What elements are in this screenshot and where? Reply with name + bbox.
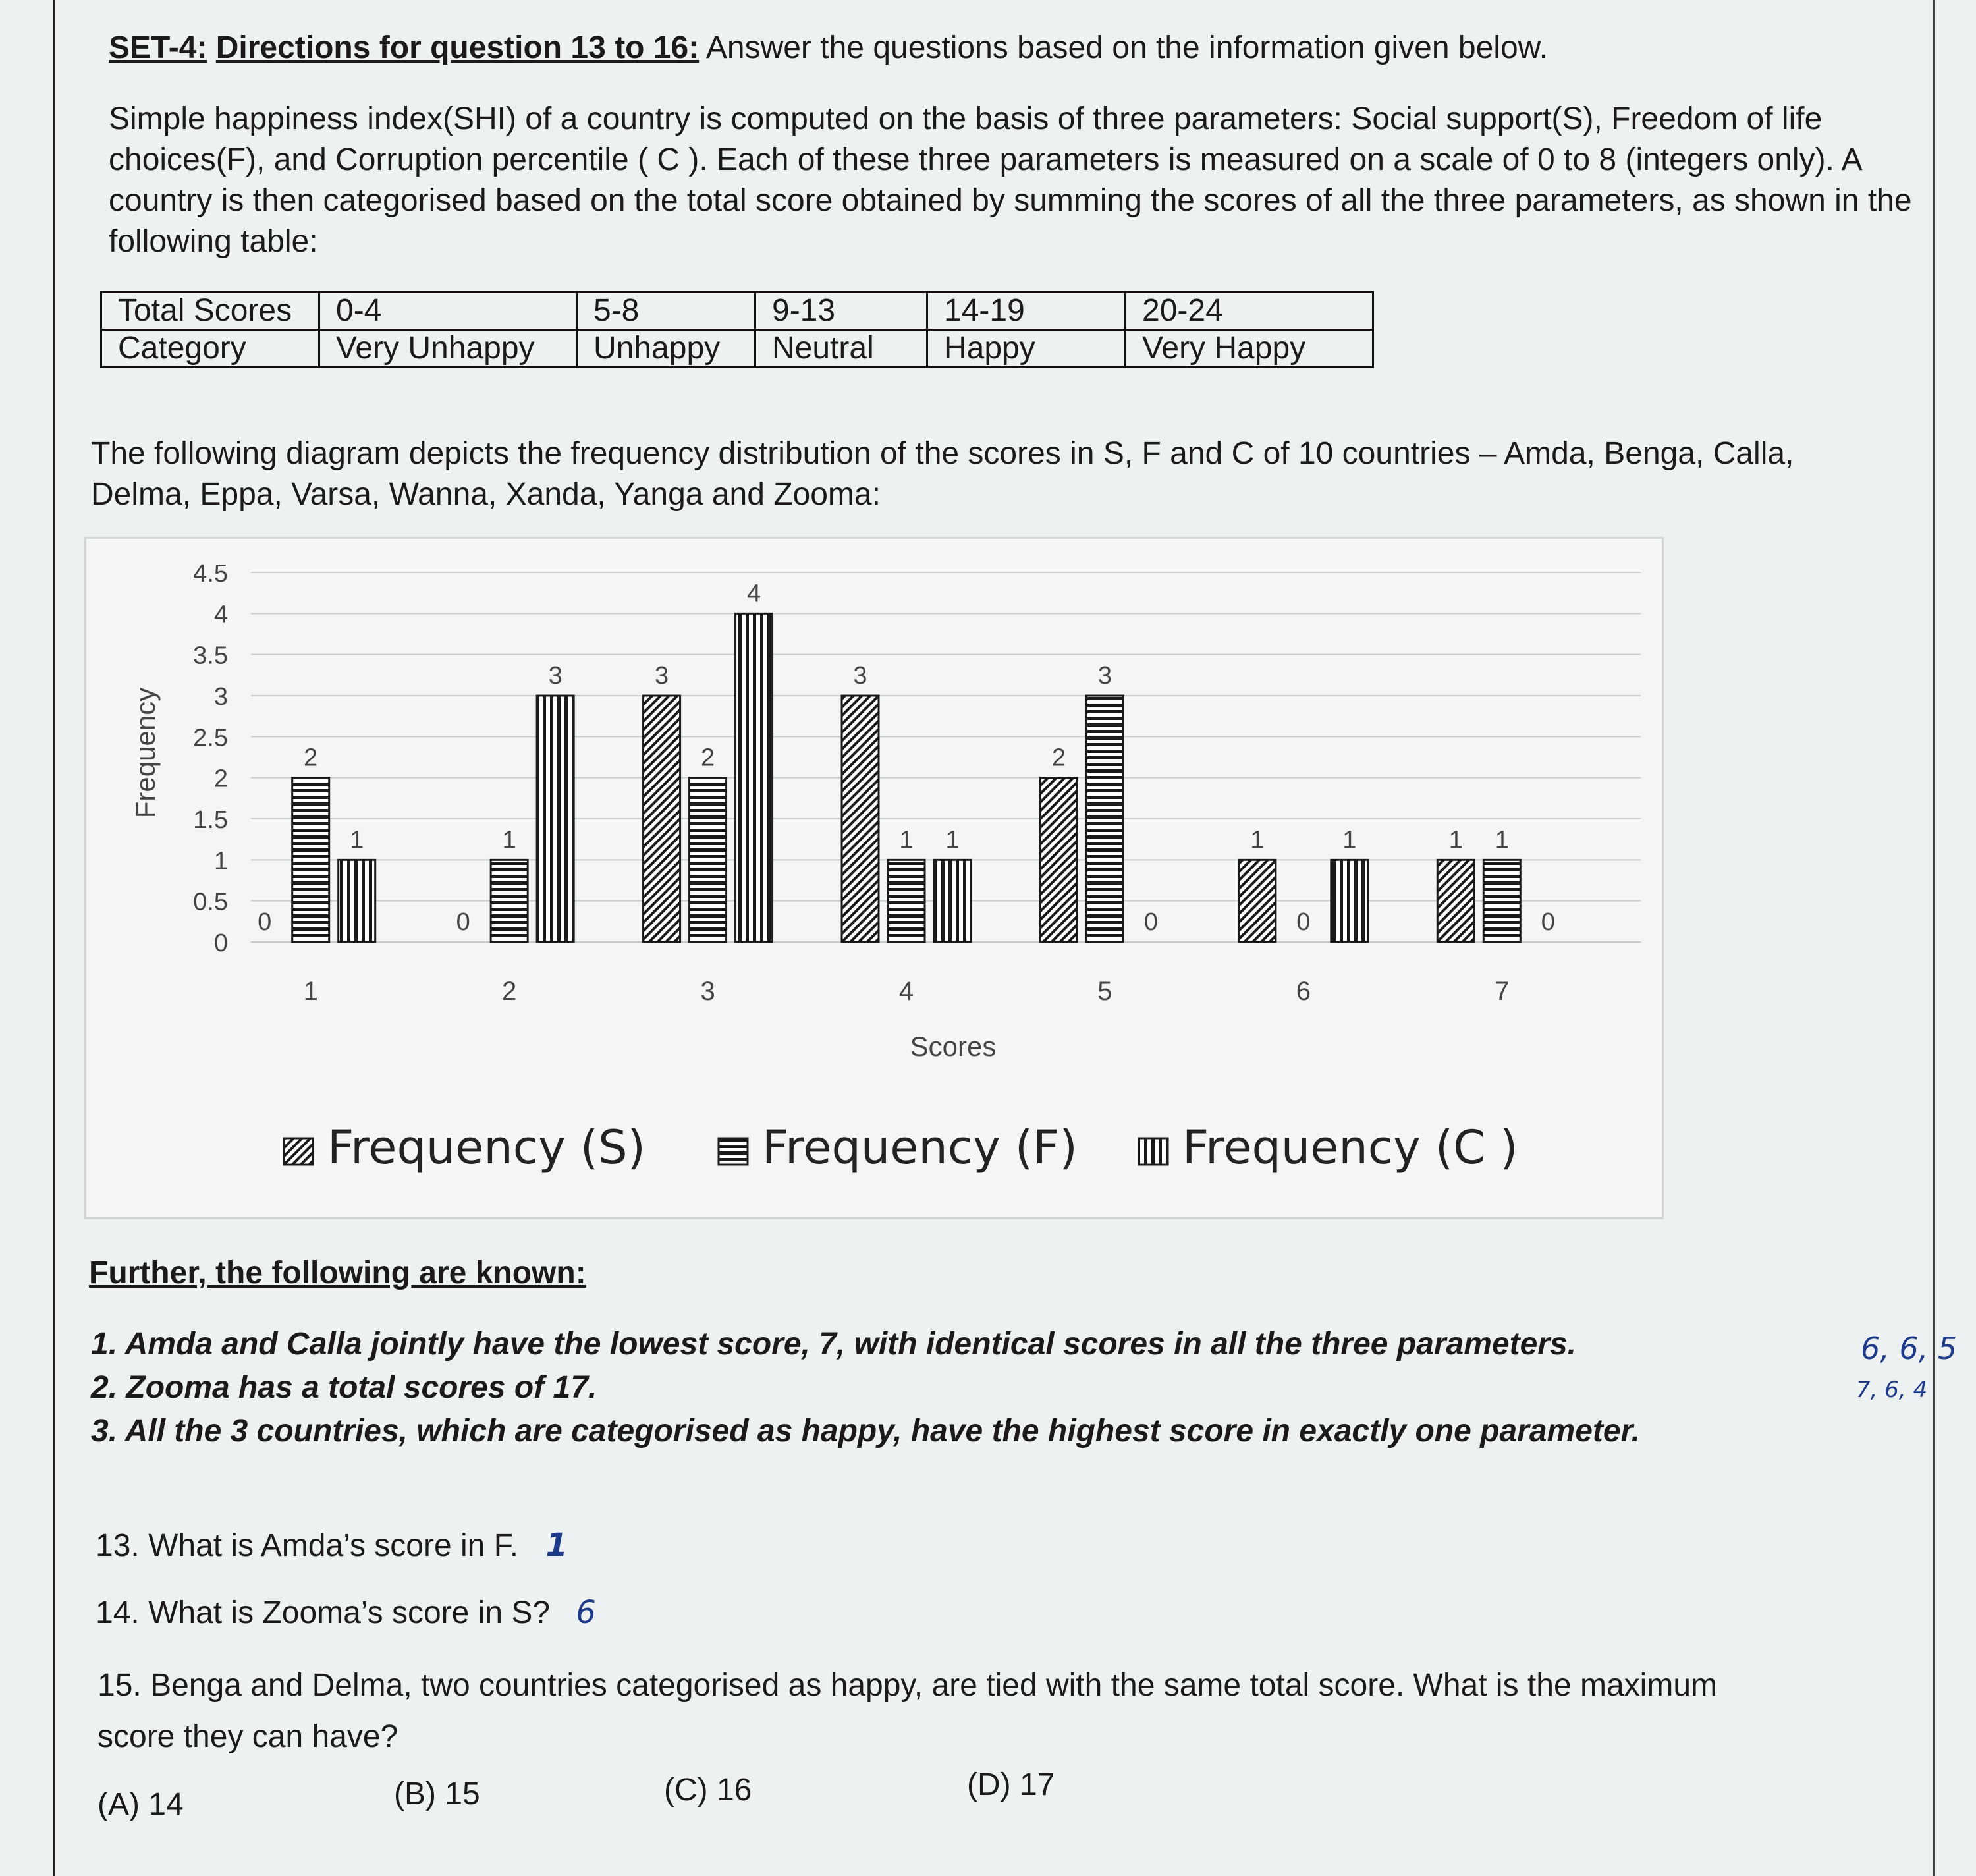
list-item: 2. Zooma has a total scores of 17. [91, 1370, 597, 1405]
legend-swatch-s [284, 1138, 313, 1165]
y-tick-label: 4.5 [193, 560, 228, 588]
legend-swatch-c [1139, 1138, 1168, 1165]
bar-c [1331, 860, 1368, 942]
bar-f [491, 860, 528, 942]
data-label: 1 [945, 826, 960, 854]
y-tick-label: 2.5 [193, 724, 228, 752]
data-label: 4 [747, 580, 761, 608]
data-label: 2 [1051, 744, 1066, 772]
bar-s [1239, 860, 1276, 942]
data-label: 0 [1296, 908, 1311, 936]
option-b[interactable]: (B) 15 [394, 1777, 480, 1811]
table-cell: 20-24 [1126, 292, 1373, 330]
y-axis-label: Frequency [130, 687, 161, 819]
intro-paragraph: Simple happiness index(SHI) of a country is computed on the basis of three parameters: Social support(S), Freedom of life choices(F), and Corruption percentile ( C ). Each of these three parameters is measured on a scale of 0 to 8 (integers only). A country is then categorised based on the total score obtained by summing the scores of all the three parameters, as shown in the following table: [109, 101, 1912, 259]
data-label: 2 [304, 744, 318, 772]
diagram-intro: The following diagram depicts the frequency distribution of the scores in S, F and C of 10 countries – Amda, Benga, Calla, Delma, Eppa, Varsa, Wanna, Xanda, Yanga and Zooma: [91, 436, 1794, 512]
question-15 [97, 1660, 1717, 1763]
legend-label-c: Frequency (C ) [1182, 1120, 1518, 1174]
x-tick-label: 7 [1495, 977, 1510, 1006]
chart-svg [86, 539, 1662, 1217]
table-cell: Total Scores [101, 292, 319, 330]
x-tick-label: 2 [502, 977, 517, 1006]
y-tick-label: 3.5 [193, 642, 228, 670]
data-label: 1 [350, 826, 364, 854]
y-tick-label: 0 [213, 929, 228, 957]
question-text: 14. What is Zooma’s score in S? [96, 1595, 551, 1630]
data-label: 1 [1342, 826, 1357, 854]
directions-text: Answer the questions based on the information given below. [705, 30, 1548, 65]
bar-s [1437, 860, 1474, 942]
bar-c [736, 613, 773, 942]
y-tick-label: 3 [213, 683, 228, 711]
data-label: 1 [1448, 826, 1463, 854]
bar-s [842, 696, 879, 942]
y-tick-label: 2 [213, 765, 228, 793]
bar-s [644, 696, 680, 942]
directions-label: Directions for question 13 to 16: [215, 30, 700, 65]
set-label: SET-4: [109, 30, 207, 65]
data-label: 1 [502, 826, 516, 854]
table-cell: Category [101, 330, 319, 368]
chart-legend [284, 1120, 1518, 1174]
right-margin-line [1933, 0, 1935, 1876]
bar-c [339, 860, 375, 942]
question-13 [96, 1527, 568, 1564]
option-d[interactable]: (D) 17 [967, 1767, 1055, 1802]
bar-f [1483, 860, 1520, 942]
bar-f [690, 778, 727, 942]
question-14 [96, 1594, 596, 1631]
data-label: 2 [701, 744, 715, 772]
table-cell: Neutral [755, 330, 927, 368]
bar-f [888, 860, 925, 942]
table-cell: Happy [927, 330, 1126, 368]
y-tick-label: 1 [213, 847, 228, 875]
question-text: 13. What is Amda’s score in F. [96, 1528, 519, 1563]
legend-label-s: Frequency (S) [327, 1120, 645, 1174]
x-axis-label: Scores [910, 1031, 997, 1062]
table-row [101, 292, 1373, 330]
handwritten-answer: 1 [545, 1527, 568, 1564]
table-cell: Unhappy [577, 330, 755, 368]
data-label: 3 [548, 662, 563, 690]
table-cell: 5-8 [577, 292, 755, 330]
table-row [101, 330, 1373, 368]
x-tick-label: 6 [1296, 977, 1311, 1006]
legend-swatch-f [719, 1138, 748, 1165]
directions-heading [109, 28, 1548, 69]
table-cell: Very Unhappy [319, 330, 577, 368]
list-item: 3. All the 3 countries, which are categorised as happy, have the highest score in exactly one parameter. [91, 1414, 1640, 1448]
bar-c [537, 696, 574, 942]
known-facts-list [91, 1323, 1640, 1453]
list-item: 1. Amda and Calla jointly have the lowest score, 7, with identical scores in all the three parameters. [91, 1327, 1576, 1362]
data-label: 1 [1495, 826, 1509, 854]
y-tick-label: 4 [213, 601, 228, 629]
legend-label-f: Frequency (F) [762, 1120, 1078, 1174]
question-text: score they can have? [97, 1719, 398, 1754]
x-tick-label: 5 [1097, 977, 1112, 1006]
x-tick-label: 4 [898, 977, 914, 1006]
data-label: 0 [258, 908, 272, 936]
x-tick-label: 3 [700, 977, 715, 1006]
category-table [100, 291, 1374, 368]
left-margin-line [53, 0, 55, 1876]
handwritten-answer: 6 [576, 1594, 596, 1631]
table-cell: 14-19 [927, 292, 1126, 330]
y-tick-label: 1.5 [193, 806, 228, 834]
further-heading: Further, the following are known: [89, 1255, 586, 1290]
data-label: 3 [853, 662, 867, 690]
y-tick-label: 0.5 [193, 888, 228, 916]
data-label: 3 [1097, 662, 1112, 690]
margin-note: 7, 6, 4 [1856, 1377, 1928, 1403]
bar-f [1086, 696, 1123, 942]
table-cell: Very Happy [1126, 330, 1373, 368]
bar-c [934, 860, 971, 942]
data-label: 1 [899, 826, 914, 854]
table-cell: 9-13 [755, 292, 927, 330]
bar-f [292, 778, 329, 942]
table-cell: 0-4 [319, 292, 577, 330]
data-label: 0 [456, 908, 470, 936]
frequency-chart [84, 537, 1664, 1219]
data-label: 0 [1143, 908, 1158, 936]
margin-note: 6, 6, 5 [1861, 1331, 1958, 1366]
data-label: 0 [1541, 908, 1555, 936]
data-label: 1 [1250, 826, 1265, 854]
bar-s [1040, 778, 1077, 942]
x-tick-label: 1 [303, 977, 318, 1006]
question-text: 15. Benga and Delma, two countries categorised as happy, are tied with the same total score. What is the maximum [97, 1668, 1717, 1703]
option-c[interactable]: (C) 16 [664, 1773, 752, 1807]
data-label: 3 [655, 662, 669, 690]
option-a[interactable]: (A) 14 [97, 1787, 184, 1822]
